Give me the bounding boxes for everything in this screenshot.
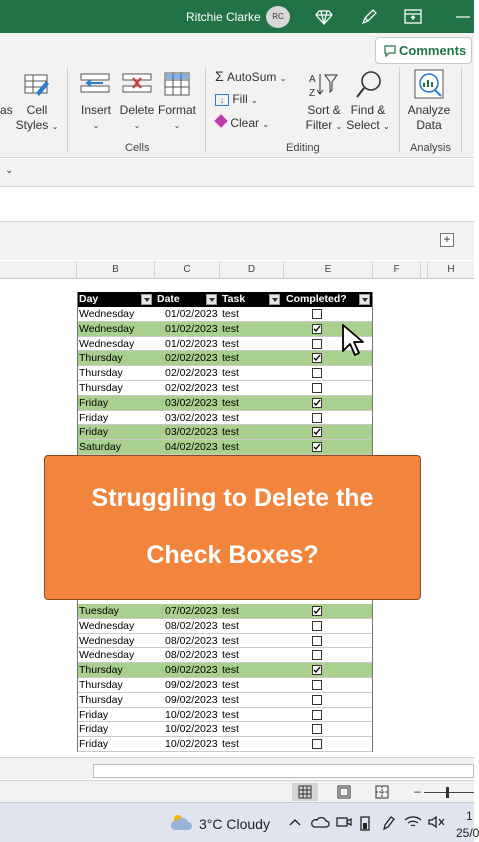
find-select-line2: Select	[346, 118, 380, 132]
user-name[interactable]: Ritchie Clarke	[186, 10, 261, 24]
zoom-out-icon[interactable]: –	[414, 784, 421, 798]
filter-dropdown-icon[interactable]	[359, 294, 370, 305]
status-bar	[0, 780, 474, 802]
cell-date[interactable]: 04/02/2023	[165, 441, 218, 454]
cell-day[interactable]: Thursday	[79, 352, 123, 365]
table-row[interactable]	[77, 351, 373, 366]
analyze-data-line2: Data	[416, 118, 442, 132]
chevron-down-icon: ⌄	[335, 122, 343, 131]
chevron-down-icon: ⌄	[133, 121, 141, 130]
divider	[67, 67, 68, 152]
avatar[interactable]: RC	[266, 6, 290, 28]
clock-date[interactable]: 25/0	[456, 826, 479, 840]
onedrive-icon[interactable]	[311, 815, 329, 834]
cell-day[interactable]: Friday	[79, 411, 109, 424]
cell-task[interactable]: test	[222, 619, 239, 632]
comment-icon	[384, 45, 396, 57]
svg-text:A: A	[309, 74, 316, 85]
checkbox-checked[interactable]	[312, 427, 322, 437]
cell-day[interactable]: Thursday	[79, 664, 123, 677]
sort-filter-button[interactable]	[302, 103, 346, 134]
find-select-button[interactable]	[345, 103, 391, 134]
cell-task[interactable]: test	[222, 426, 239, 439]
search-icon[interactable]	[354, 69, 384, 106]
battery-icon[interactable]	[359, 815, 371, 836]
table-row[interactable]	[77, 425, 373, 440]
wifi-icon[interactable]	[404, 815, 422, 834]
chevron-up-icon[interactable]	[289, 815, 301, 834]
chevron-down-icon: ⌄	[173, 121, 181, 130]
eraser-icon	[214, 114, 228, 128]
cell-day[interactable]: Friday	[79, 708, 109, 721]
chevron-down-icon: ⌄	[92, 121, 100, 130]
cell-task[interactable]: test	[222, 664, 239, 677]
chevron-down-icon: ⌄	[262, 120, 270, 129]
fill-down-icon: ↓	[215, 94, 229, 106]
cell-task[interactable]: test	[222, 367, 239, 380]
minimize-icon[interactable]	[452, 7, 472, 27]
cell-task[interactable]: test	[222, 634, 239, 647]
normal-view-icon[interactable]	[292, 783, 318, 801]
cell-task[interactable]: test	[222, 708, 239, 721]
checkbox-unchecked[interactable]	[312, 413, 322, 423]
cell-task[interactable]: test	[222, 322, 239, 335]
sort-filter-line1: Sort &	[307, 103, 341, 117]
cell-date[interactable]: 02/02/2023	[165, 382, 218, 394]
table-row[interactable]	[77, 604, 373, 619]
table-row[interactable]	[77, 381, 373, 396]
table-row[interactable]	[77, 307, 373, 322]
cell-day[interactable]: Wednesday	[79, 649, 135, 662]
clock-time[interactable]: 1	[466, 809, 473, 823]
delete-label: Delete	[119, 103, 155, 117]
format-label: Format	[157, 103, 196, 117]
pen-menu-icon[interactable]	[381, 815, 395, 836]
cell-task[interactable]: test	[222, 441, 239, 454]
header-completed: Completed?	[286, 293, 347, 305]
insert-button[interactable]	[76, 103, 116, 133]
checkbox-unchecked[interactable]	[312, 339, 322, 349]
mouse-cursor-icon	[341, 323, 365, 357]
comments-button[interactable]	[375, 37, 472, 64]
table-row[interactable]	[77, 708, 373, 723]
cell-date[interactable]: 01/02/2023	[165, 337, 218, 350]
cell-date[interactable]: 10/02/2023	[165, 708, 218, 721]
insert-cells-icon[interactable]	[79, 70, 111, 103]
cell-day[interactable]: Wednesday	[79, 322, 135, 335]
table-header-row	[77, 292, 373, 307]
cell-task[interactable]: test	[222, 411, 239, 424]
cell-date[interactable]: 03/02/2023	[165, 396, 218, 409]
sheet-top-area	[0, 222, 474, 260]
divider	[461, 67, 462, 152]
table-row[interactable]	[77, 411, 373, 426]
column-header-g[interactable]	[421, 261, 428, 279]
cell-date[interactable]: 03/02/2023	[165, 426, 218, 439]
cell-date[interactable]: 09/02/2023	[165, 664, 218, 677]
checkbox-unchecked[interactable]	[312, 680, 322, 690]
checkbox-unchecked[interactable]	[312, 739, 322, 749]
clear-button[interactable]	[215, 115, 269, 132]
cell-date[interactable]: 08/02/2023	[165, 619, 218, 632]
cell-day[interactable]: Thursday	[79, 367, 123, 380]
cell-day[interactable]: Friday	[79, 426, 109, 439]
table-row[interactable]	[77, 648, 373, 663]
cell-day[interactable]: Thursday	[79, 679, 123, 691]
windows-taskbar	[0, 802, 479, 842]
chevron-down-icon: ⌄	[51, 122, 59, 131]
table-row[interactable]	[77, 737, 373, 752]
analyze-data-icon[interactable]	[413, 68, 445, 105]
checkbox-checked[interactable]	[312, 324, 322, 334]
formula-bar[interactable]	[0, 188, 474, 222]
cell-day[interactable]: Wednesday	[79, 634, 135, 647]
cell-task[interactable]: test	[222, 352, 239, 365]
cell-styles-icon[interactable]	[22, 71, 52, 106]
cell-date[interactable]: 09/02/2023	[165, 693, 218, 706]
filter-dropdown-icon[interactable]	[141, 294, 152, 305]
cell-date[interactable]: 08/02/2023	[165, 634, 218, 647]
chevron-down-icon[interactable]: ⌄	[5, 165, 14, 176]
filter-dropdown-icon[interactable]	[206, 294, 217, 305]
cell-day[interactable]: Thursday	[79, 693, 123, 706]
checkbox-checked[interactable]	[312, 665, 322, 675]
divider	[399, 67, 400, 152]
header-task: Task	[222, 293, 246, 305]
partial-button-label[interactable]: as	[0, 103, 13, 117]
checkbox-unchecked[interactable]	[312, 695, 322, 705]
cell-day[interactable]: Wednesday	[79, 337, 135, 350]
ribbon-collapse-strip	[0, 159, 474, 187]
chevron-down-icon: ⌄	[383, 122, 390, 131]
checkbox-checked[interactable]	[312, 606, 322, 616]
checkbox-checked[interactable]	[312, 353, 322, 363]
cell-task[interactable]: test	[222, 382, 239, 394]
column-header-a[interactable]	[0, 261, 77, 279]
expand-plus-icon[interactable]: +	[440, 233, 454, 247]
checkbox-unchecked[interactable]	[312, 383, 322, 393]
page-break-preview-icon[interactable]	[369, 783, 395, 801]
sort-filter-icon[interactable]	[307, 70, 339, 105]
cell-date[interactable]: 10/02/2023	[165, 738, 218, 751]
clear-label: Clear	[230, 116, 260, 130]
cloudy-weather-icon[interactable]	[168, 812, 194, 837]
pen-icon[interactable]	[359, 7, 379, 27]
find-select-line1: Find &	[350, 103, 386, 117]
ribbon	[0, 33, 474, 158]
cell-day[interactable]: Friday	[79, 723, 109, 736]
editing-group-label: Editing	[286, 142, 320, 154]
cell-styles-button[interactable]	[14, 103, 60, 134]
sort-filter-line2: Filter	[305, 118, 333, 132]
divider	[205, 67, 206, 152]
header-day: Day	[79, 293, 99, 305]
cell-task[interactable]: test	[222, 605, 239, 617]
table-row[interactable]	[77, 663, 373, 678]
cell-date[interactable]: 02/02/2023	[165, 352, 218, 365]
column-header-b[interactable]: B	[77, 261, 155, 279]
table-row[interactable]	[77, 337, 373, 352]
delete-button[interactable]	[117, 103, 157, 133]
svg-text:Z: Z	[309, 88, 316, 99]
checkbox-checked[interactable]	[312, 442, 322, 452]
analyze-data-button[interactable]	[406, 103, 452, 133]
cell-styles-line2: Styles	[15, 118, 49, 132]
column-header-c[interactable]: C	[155, 261, 220, 279]
column-headers	[0, 261, 474, 279]
delete-cells-icon[interactable]	[121, 70, 153, 103]
autosum-button[interactable]	[215, 69, 286, 86]
format-cells-icon[interactable]	[162, 69, 192, 104]
checkbox-unchecked[interactable]	[312, 636, 322, 646]
cell-task[interactable]: test	[222, 723, 239, 736]
table-row[interactable]	[77, 322, 373, 337]
banner-line-2: Check Boxes?	[146, 541, 319, 569]
insert-label: Insert	[80, 103, 111, 117]
table-row[interactable]	[77, 396, 373, 411]
checkbox-unchecked[interactable]	[312, 309, 322, 319]
cell-date[interactable]: 07/02/2023	[165, 605, 218, 617]
cell-date[interactable]: 09/02/2023	[165, 679, 218, 691]
meet-now-icon[interactable]	[336, 815, 352, 834]
analysis-group-label: Analysis	[410, 142, 451, 154]
column-header-e[interactable]: E	[284, 261, 373, 279]
cell-day[interactable]: Wednesday	[79, 308, 135, 320]
cell-task[interactable]: test	[222, 693, 239, 706]
chevron-down-icon: ⌄	[279, 74, 287, 83]
table-row[interactable]	[77, 619, 373, 634]
cell-day[interactable]: Saturday	[79, 441, 122, 454]
cell-styles-line1: Cell	[26, 103, 48, 117]
autosum-label: AutoSum	[227, 70, 277, 84]
cell-day[interactable]: Friday	[79, 396, 109, 409]
sigma-icon: Σ	[215, 68, 224, 84]
checkbox-unchecked[interactable]	[312, 650, 322, 660]
cell-day[interactable]: Thursday	[79, 382, 123, 394]
checkbox-unchecked[interactable]	[312, 621, 322, 631]
title-overlay-banner	[44, 455, 421, 600]
fill-button[interactable]	[215, 92, 258, 108]
cell-date[interactable]: 10/02/2023	[165, 723, 218, 736]
column-header-h[interactable]: H	[447, 264, 455, 275]
cell-task[interactable]: test	[222, 337, 239, 350]
title-bar	[0, 0, 474, 33]
cell-task[interactable]: test	[222, 679, 239, 691]
table-row[interactable]	[77, 722, 373, 737]
cell-day[interactable]: Friday	[79, 738, 109, 751]
header-date: Date	[157, 293, 180, 305]
table-row[interactable]	[77, 678, 373, 693]
checkbox-unchecked[interactable]	[312, 724, 322, 734]
cells-group-label: Cells	[125, 142, 150, 154]
cell-day[interactable]: Tuesday	[79, 605, 119, 617]
table-row[interactable]	[77, 440, 373, 455]
fill-label: Fill	[232, 92, 248, 106]
cell-date[interactable]: 01/02/2023	[165, 308, 218, 320]
cell-task[interactable]: test	[222, 738, 239, 751]
zoom-slider[interactable]	[424, 792, 474, 793]
table-row[interactable]	[77, 366, 373, 381]
cell-task[interactable]: test	[222, 649, 239, 662]
cell-task[interactable]: test	[222, 396, 239, 409]
table-row[interactable]	[77, 634, 373, 649]
chevron-down-icon: ⌄	[251, 96, 258, 105]
cell-date[interactable]: 03/02/2023	[165, 411, 218, 424]
weather-text[interactable]: 3°C Cloudy	[199, 816, 270, 832]
banner-line-1: Struggling to Delete the	[91, 484, 374, 512]
cell-date[interactable]: 08/02/2023	[165, 649, 218, 662]
cell-day[interactable]: Wednesday	[79, 619, 135, 632]
format-button[interactable]	[156, 103, 198, 133]
column-header-f[interactable]: F	[373, 261, 421, 279]
cell-date[interactable]: 02/02/2023	[165, 367, 218, 380]
checkbox-unchecked[interactable]	[312, 710, 322, 720]
analyze-data-line1: Analyze	[407, 103, 451, 117]
ribbon-display-icon[interactable]	[403, 7, 423, 27]
cell-task[interactable]: test	[222, 308, 239, 320]
checkbox-checked[interactable]	[312, 398, 322, 408]
cell-date[interactable]: 01/02/2023	[165, 322, 218, 335]
zoom-slider-handle[interactable]	[446, 787, 449, 798]
checkbox-unchecked[interactable]	[312, 368, 322, 378]
comments-label: Comments	[399, 43, 467, 58]
horizontal-scrollbar[interactable]	[93, 764, 474, 778]
speaker-muted-icon[interactable]	[428, 815, 446, 834]
page-layout-icon[interactable]	[331, 783, 357, 801]
filter-dropdown-icon[interactable]	[269, 294, 280, 305]
column-header-d[interactable]: D	[220, 261, 284, 279]
diamond-icon[interactable]	[314, 7, 334, 27]
table-row[interactable]	[77, 693, 373, 708]
